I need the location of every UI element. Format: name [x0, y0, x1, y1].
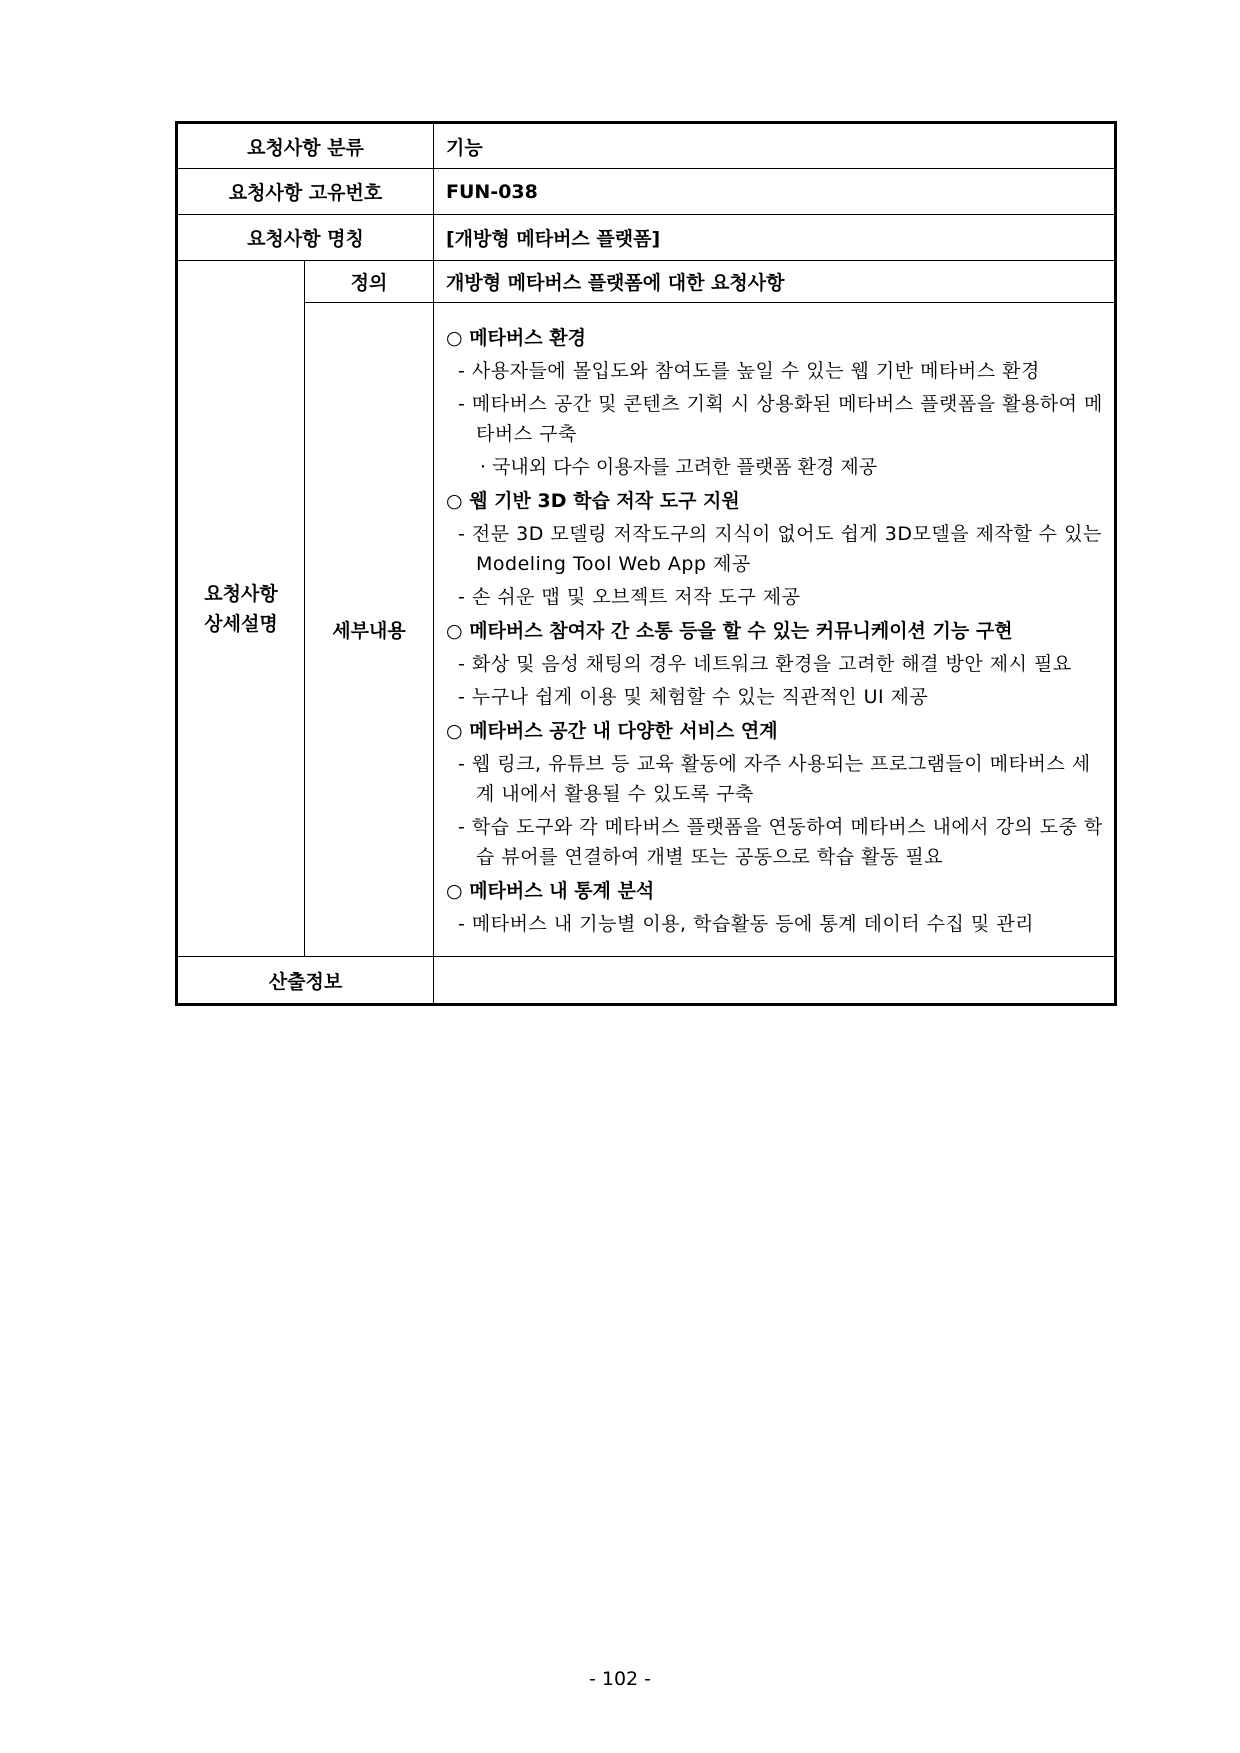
name-label: 요청사항 명칭: [177, 215, 434, 261]
list-item: - 메타버스 내 기능별 이용, 학습활동 등에 통계 데이터 수집 및 관리: [458, 913, 1035, 935]
id-value: FUN-038: [434, 169, 1116, 215]
page-number: - 102 -: [588, 1668, 652, 1690]
detail-label: 요청사항 상세설명: [177, 261, 305, 957]
requirement-table: [175, 121, 1117, 1006]
category-label: 요청사항 분류: [177, 123, 434, 169]
definition-value: 개방형 메타버스 플랫폼에 대한 요청사항: [434, 261, 1116, 303]
definition-label: 정의: [305, 261, 434, 303]
list-item: - 화상 및 음성 채팅의 경우 네트워크 환경을 고려한 해결 방안 제시 필요: [458, 653, 1072, 675]
list-item: - 사용자들에 몰입도와 참여도를 높일 수 있는 웹 기반 메타버스 환경: [458, 360, 1040, 382]
category-value: 기능: [434, 123, 1116, 169]
list-item: - 웹 링크, 유튜브 등 교육 활동에 자주 사용되는 프로그램들이 메타버스 세계 내에서 활용될 수 있도록 구축: [458, 753, 1091, 805]
name-value: [개방형 메타버스 플랫폼]: [434, 215, 1116, 261]
section-heading: ○ 메타버스 내 통계 분석: [446, 880, 655, 902]
list-item: - 학습 도구와 각 메타버스 플랫폼을 연동하여 메타버스 내에서 강의 도중 학습 뷰어를 연결하여 개별 또는 공동으로 학습 활동 필요: [458, 816, 1103, 868]
details-content: [434, 303, 1116, 957]
list-item: - 누구나 쉽게 이용 및 체험할 수 있는 직관적인 UI 제공: [458, 686, 929, 708]
section-heading: ○ 메타버스 공간 내 다양한 서비스 연계: [446, 720, 778, 742]
list-item: - 전문 3D 모델링 저작도구의 지식이 없어도 쉽게 3D모델을 제작할 수 있는 Modeling Tool Web App 제공: [458, 523, 1102, 575]
details-label: 세부내용: [305, 303, 434, 957]
id-label: 요청사항 고유번호: [177, 169, 434, 215]
output-label: 산출정보: [177, 957, 434, 1005]
sub-item: · 국내외 다수 이용자를 고려한 플랫폼 환경 제공: [480, 456, 878, 478]
section-heading: ○ 메타버스 참여자 간 소통 등을 할 수 있는 커뮤니케이션 기능 구현: [446, 620, 1013, 642]
output-value: [434, 957, 1116, 1005]
section-heading: ○ 메타버스 환경: [446, 327, 586, 349]
list-item: - 메타버스 공간 및 콘텐츠 기획 시 상용화된 메타버스 플랫폼을 활용하여 메타버스 구축: [458, 393, 1103, 445]
list-item: - 손 쉬운 맵 및 오브젝트 저작 도구 제공: [458, 586, 801, 608]
section-heading: ○ 웹 기반 3D 학습 저작 도구 지원: [446, 490, 740, 512]
